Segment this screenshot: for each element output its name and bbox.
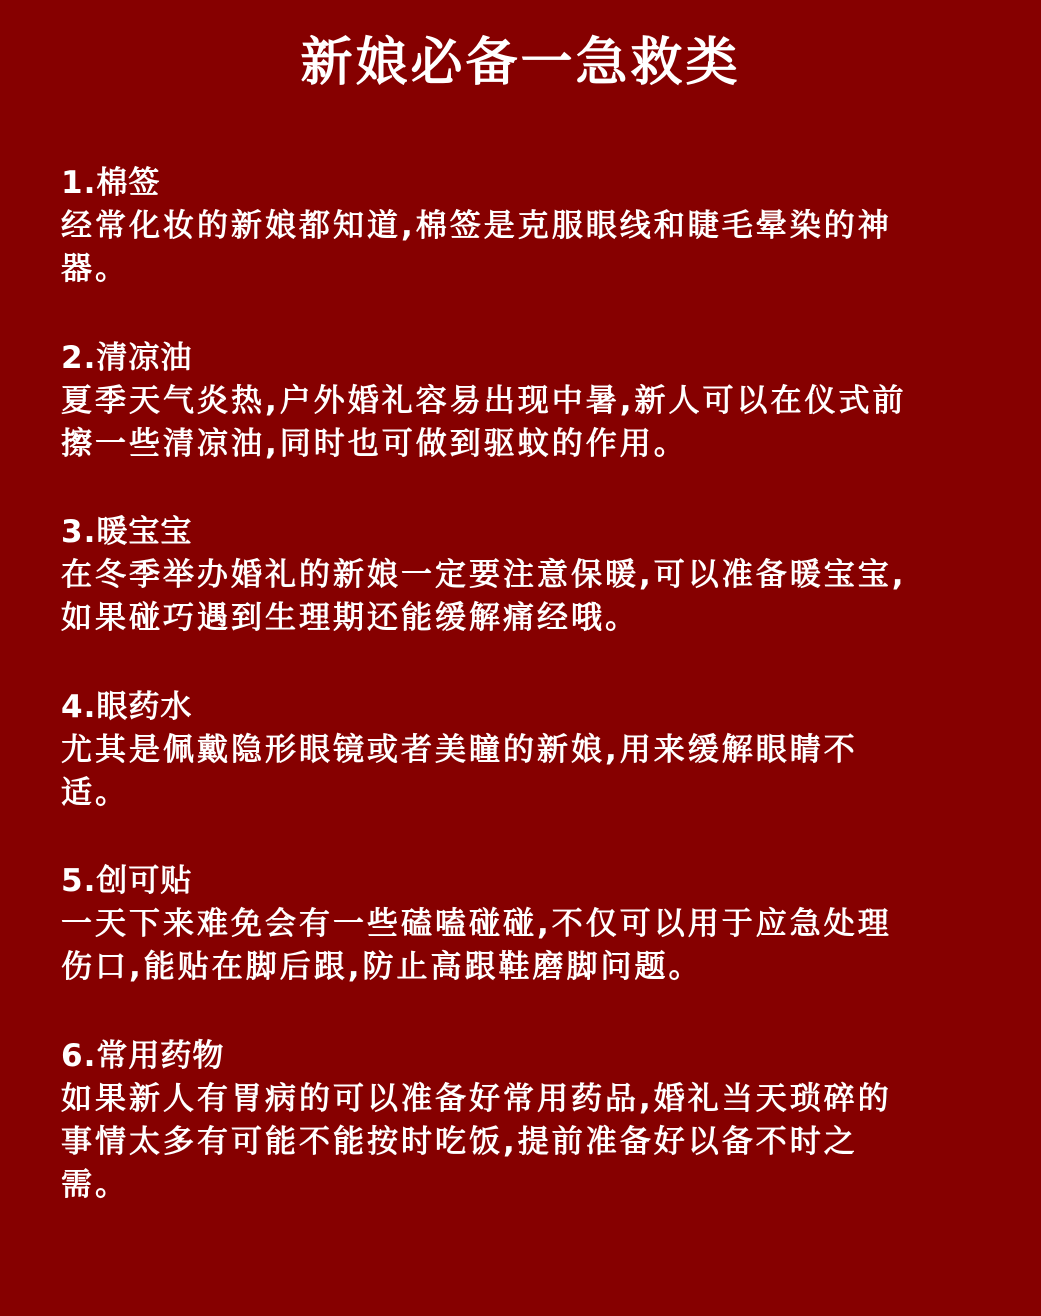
tip-text-line: 需。 [61,1166,129,1203]
tip-heading: 1.棉签 [61,165,161,201]
tip-text-line: 尤其是佩戴隐形眼镜或者美瞳的新娘,用来缓解眼睛不 [61,731,858,768]
tip-section [61,860,991,1035]
tip-section [61,1035,991,1210]
page-title: 新娘必备一急救类 [300,33,741,93]
tip-heading: 3.暖宝宝 [61,514,193,550]
tip-section [61,337,991,512]
tip-heading: 2.清凉油 [61,339,193,376]
tip-section [61,686,991,861]
tips-list [61,162,991,1209]
tip-text-line: 经常化妆的新娘都知道,棉签是克服眼线和睫毛晕染的神 [61,208,892,244]
tip-text-line: 适。 [61,774,129,811]
tip-text-line: 一天下来难免会有一些磕嗑碰碰,不仅可以用于应急处理 [61,906,892,942]
tip-text-line: 夏季天气炎热,户外婚礼容易出现中暑,新人可以在仪式前 [61,382,907,419]
tip-text-line: 器。 [61,251,129,287]
tip-heading: 6.常用药物 [61,1037,225,1074]
tip-text-line: 如果新人有胃病的可以准备好常用药品,婚礼当天琐碎的 [61,1080,892,1117]
tip-text-line: 事情太多有可能不能按时吃饭,提前准备好以备不时之 [61,1123,858,1160]
tip-text-line: 擦一些清凉油,同时也可做到驱蚊的作用。 [61,425,688,462]
tip-heading: 4.眼药水 [61,688,193,725]
tip-section [61,162,991,337]
tip-text-line: 在冬季举办婚礼的新娘一定要注意保暖,可以准备暖宝宝, [61,557,907,593]
tip-section [61,511,991,686]
tip-text-line: 伤口,能贴在脚后跟,防止高跟鞋磨脚问题。 [61,949,703,985]
tip-heading: 5.创可贴 [61,863,193,899]
tip-text-line: 如果碰巧遇到生理期还能缓解痛经哦。 [61,600,639,636]
